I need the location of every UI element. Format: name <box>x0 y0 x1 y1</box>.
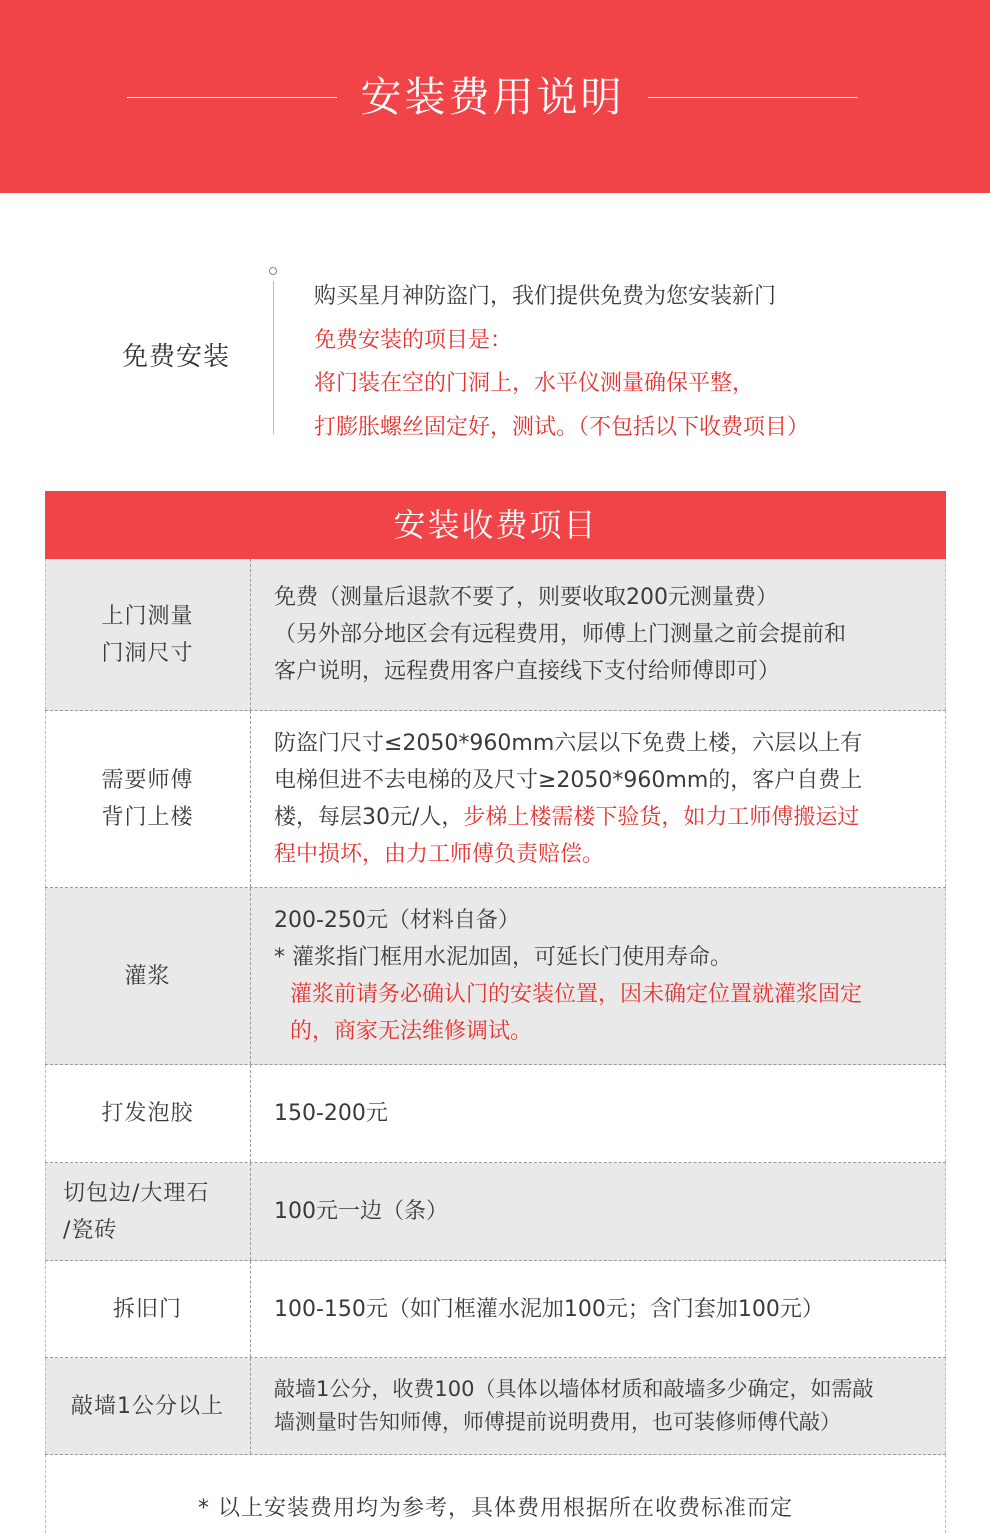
row-label-line: 需要师傅 <box>101 768 194 793</box>
column-divider <box>250 711 251 887</box>
free-install-line: 将门装在空的门洞上，水平仪测量确保平整， <box>314 371 755 396</box>
footnote-box <box>45 1455 946 1533</box>
fee-section-title: 安装收费项目 <box>45 491 946 559</box>
table-row <box>45 1358 946 1455</box>
row-content <box>274 1163 938 1260</box>
column-divider <box>250 1065 251 1162</box>
table-row <box>45 1261 946 1358</box>
content-line: 150-200元 <box>274 1101 388 1126</box>
content-line: 敲墙1公分，收费100（具体以墙体材质和敲墙多少确定，如需敲 <box>274 1377 874 1401</box>
row-label-line: 灌浆 <box>124 963 171 989</box>
free-install-line: 打膨胀螺丝固定好，测试。（不包括以下收费项目） <box>314 414 810 440</box>
row-content <box>274 1358 938 1454</box>
content-line: * 灌浆指门框用水泥加固，可延长门使用寿命。 <box>274 945 732 970</box>
row-label <box>45 559 250 710</box>
column-divider <box>250 888 251 1064</box>
free-install-description <box>314 275 809 449</box>
row-content <box>274 1065 938 1162</box>
table-row <box>45 1163 946 1261</box>
content-line: 防盗门尺寸≤2050*960mm六层以下免费上楼，六层以上有 <box>274 731 863 756</box>
row-content <box>274 1261 938 1357</box>
content-line <box>274 799 938 836</box>
row-content <box>274 559 938 710</box>
content-line: 墙测量时告知师傅，师傅提前说明费用，也可装修师傅代敲） <box>274 1410 841 1434</box>
row-label-line: 拆旧门 <box>112 1296 182 1322</box>
content-line: 免费（测量后退款不要了，则要收取200元测量费） <box>274 585 778 610</box>
free-install-line: 免费安装的项目是： <box>314 327 513 353</box>
row-label-line: 打发泡胶 <box>101 1101 194 1126</box>
row-label <box>45 1261 250 1357</box>
content-line: 200-250元（材料自备） <box>274 908 520 933</box>
column-divider <box>250 1163 251 1260</box>
content-warning: 程中损坏，由力工师傅负责赔偿。 <box>274 842 605 867</box>
content-line: 电梯但进不去电梯的及尺寸≥2050*960mm的，客户自费上 <box>274 768 863 793</box>
row-label-line: /瓷砖 <box>63 1217 118 1243</box>
content-text: 楼，每层30元/人， <box>274 805 464 830</box>
content-line: 客户说明，远程费用客户直接线下支付给师傅即可） <box>274 659 781 684</box>
row-label-line: 上门测量 <box>101 603 194 629</box>
row-label <box>45 1358 250 1454</box>
row-label-line: 敲墙1公分以上 <box>71 1393 224 1419</box>
header-banner <box>0 0 990 193</box>
content-line: 100-150元（如门框灌水泥加100元；含门套加100元） <box>274 1296 824 1322</box>
table-row <box>45 711 946 888</box>
row-label <box>45 1163 250 1260</box>
column-divider <box>250 1358 251 1454</box>
table-row <box>45 888 946 1065</box>
row-label-line: 门洞尺寸 <box>101 640 194 666</box>
content-line: （另外部分地区会有远程费用，师傅上门测量之前会提前和 <box>274 622 847 647</box>
content-warning: 灌浆前请务必确认门的安装位置，因未确定位置就灌浆固定 <box>290 982 863 1007</box>
page-title: 安装费用说明 <box>360 73 625 121</box>
free-install-line: 购买星月神防盗门，我们提供免费为您安装新门 <box>314 284 777 309</box>
row-label-line: 切包边/大理石 <box>63 1180 210 1206</box>
content-warning: 的，商家无法维修调试。 <box>290 1019 533 1044</box>
footnote-text: * 以上安装费用均为参考，具体费用根据所在收费标准而定 <box>198 1496 793 1521</box>
content-line: 100元一边（条） <box>274 1199 448 1224</box>
timeline-dot-icon <box>269 267 277 275</box>
title-left-rule <box>127 97 337 98</box>
divider-vertical <box>273 281 274 434</box>
title-right-rule <box>648 97 858 98</box>
row-label-line: 背门上楼 <box>101 805 194 830</box>
column-divider <box>250 559 251 710</box>
row-label <box>45 1065 250 1162</box>
row-content <box>274 888 938 1064</box>
row-label <box>45 888 250 1064</box>
table-row <box>45 1065 946 1163</box>
content-warning: 步梯上楼需楼下验货，如力工师傅搬运过 <box>463 805 860 830</box>
column-divider <box>250 1261 251 1357</box>
row-label <box>45 711 250 887</box>
row-content <box>274 711 938 887</box>
free-install-label: 免费安装 <box>122 342 231 372</box>
table-row <box>45 559 946 711</box>
